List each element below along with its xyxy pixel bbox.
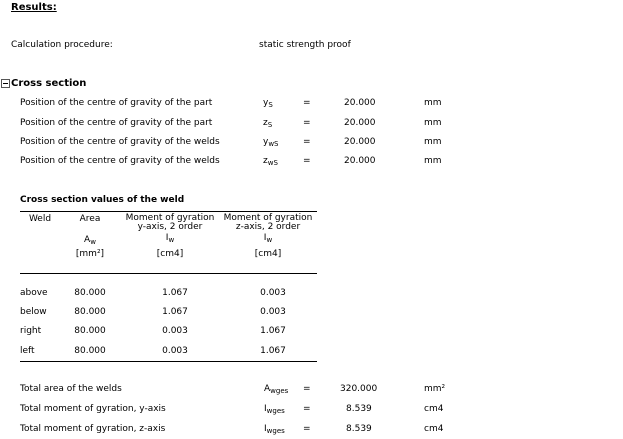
row-unit: mm [424,98,442,108]
table-bottom-rule [20,361,317,362]
row-symbol: $y_{wS}$ [263,137,279,148]
cell-moment-y: 0.003 [162,326,188,336]
total-label: Total moment of gyration, y-axis [20,404,166,414]
cell-weld: above [20,288,48,298]
total-symbol: $A_{wges}$ [264,384,289,395]
row-value: 20.000 [344,118,376,128]
cell-weld: left [20,346,35,356]
total-symbol: $I_{wges}$ [264,424,285,435]
header-weld: Weld [28,214,52,224]
header-moment-z [218,214,318,232]
total-value: 320.000 [340,384,378,394]
cell-moment-z: 0.003 [260,288,286,298]
row-symbol: $z_{wS}$ [263,156,278,167]
row-equals: = [303,98,311,108]
row-value: 20.000 [344,137,376,147]
total-value: 8.539 [346,424,372,434]
cell-weld: right [20,326,42,336]
header-moment-z-line1: Moment of gyration [223,213,313,223]
table-top-rule [20,211,317,212]
cell-moment-z: 1.067 [260,326,286,336]
total-equals: = [303,424,311,434]
header-moment-y-line2: y-axis, 2 order [137,222,203,232]
row-equals: = [303,137,311,147]
cell-area: 80.000 [74,307,106,317]
header-moment-y [120,214,220,232]
total-equals: = [303,404,311,414]
header-area-symbol: $A_w$ [84,235,96,246]
cross-section-title: Cross section [11,78,87,89]
weld-table-title: Cross section values of the weld [20,195,185,205]
calc-procedure-label: Calculation procedure: [11,40,113,50]
cell-moment-y: 1.067 [162,288,188,298]
cell-moment-z: 1.067 [260,346,286,356]
cell-moment-z: 0.003 [260,307,286,317]
cell-area: 80.000 [74,346,106,356]
total-unit: cm4 [424,404,444,414]
total-label: Total area of the welds [20,384,122,394]
header-area-unit: [mm²] [75,249,105,259]
row-symbol: $y_S$ [263,98,273,109]
total-symbol: $I_{wges}$ [264,404,285,415]
cell-moment-y: 1.067 [162,307,188,317]
row-unit: mm [424,156,442,166]
cell-moment-y: 0.003 [162,346,188,356]
total-unit: mm² [424,384,446,394]
total-equals: = [303,384,311,394]
results-title: Results: [11,2,57,13]
row-unit: mm [424,137,442,147]
row-unit: mm [424,118,442,128]
header-moment-y-line1: Moment of gyration [125,213,215,223]
cell-weld: below [20,307,47,317]
row-label: Position of the centre of gravity of the welds [20,137,220,147]
header-moment-z-symbol: $I_w$ [263,233,273,244]
row-symbol: $z_S$ [263,118,273,129]
header-moment-y-unit: [cm4] [156,249,184,259]
collapse-minus-icon[interactable] [1,79,10,88]
header-area: Area [79,214,101,224]
total-label: Total moment of gyration, z-axis [20,424,166,434]
row-label: Position of the centre of gravity of the part [20,118,213,128]
total-value: 8.539 [346,404,372,414]
row-equals: = [303,118,311,128]
calc-procedure-value: static strength proof [259,40,351,50]
row-value: 20.000 [344,98,376,108]
header-moment-z-line2: z-axis, 2 order [235,222,301,232]
header-moment-z-unit: [cm4] [254,249,282,259]
total-unit: cm4 [424,424,444,434]
header-moment-y-symbol: $I_w$ [165,233,175,244]
cell-area: 80.000 [74,326,106,336]
table-header-rule [20,273,317,274]
cell-area: 80.000 [74,288,106,298]
row-value: 20.000 [344,156,376,166]
row-label: Position of the centre of gravity of the welds [20,156,220,166]
row-label: Position of the centre of gravity of the part [20,98,213,108]
row-equals: = [303,156,311,166]
